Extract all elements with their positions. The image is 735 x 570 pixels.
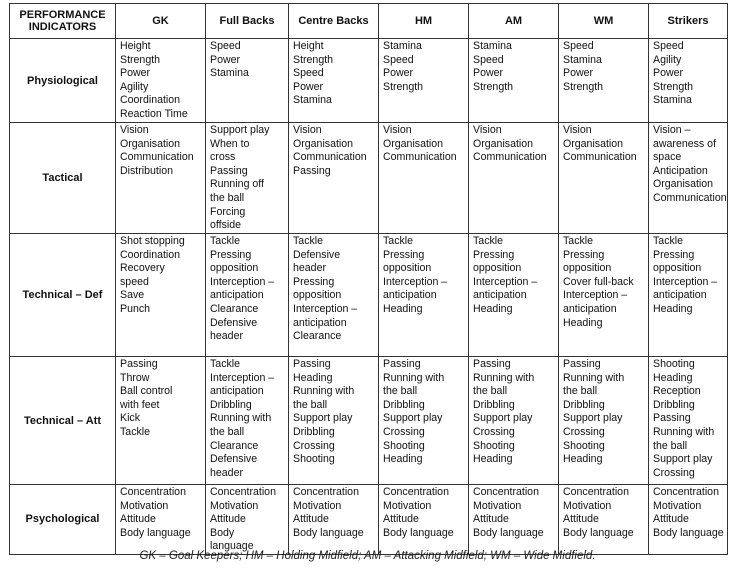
table-cell: Tackle Pressing opposition Interception – anticipation Heading (379, 234, 469, 357)
table-cell: Vision Organisation Communication (469, 123, 559, 234)
table-cell: Vision Organisation Communication (559, 123, 649, 234)
table-cell: Tackle Pressing opposition Interception – anticipation Clearance Defensive header (206, 234, 289, 357)
table-cell: Speed Agility Power Strength Stamina (649, 39, 728, 123)
table-cell: Height Strength Power Agility Coordination Reaction Time (116, 39, 206, 123)
table-cell: Tackle Interception – anticipation Dribbling Running with the ball Clearance Defensive header (206, 357, 289, 485)
table-cell: Vision Organisation Communication (379, 123, 469, 234)
header-am: AM (469, 4, 559, 39)
table-cell: Shooting Heading Reception Dribbling Passing Running with the ball Support play Crossing (649, 357, 728, 485)
table-cell: Vision Organisation Communication Passing (289, 123, 379, 234)
table-cell: Height Strength Speed Power Stamina (289, 39, 379, 123)
performance-indicators-table (9, 3, 728, 555)
table-cell: Support play When to cross Passing Running off the ball Forcing offside (206, 123, 289, 234)
table-cell: Stamina Speed Power Strength (379, 39, 469, 123)
table-cell: Passing Running with the ball Dribbling Support play Crossing Shooting Heading (379, 357, 469, 485)
table-cell: Vision – awareness of space Anticipation Organisation Communication (649, 123, 728, 234)
table-cell: Tackle Pressing opposition Interception – anticipation Heading (469, 234, 559, 357)
table-cell: Passing Running with the ball Dribbling Support play Crossing Shooting Heading (559, 357, 649, 485)
table-cell: Stamina Speed Power Strength (469, 39, 559, 123)
row-tactical (10, 123, 728, 234)
row-psychological (10, 485, 728, 555)
table-cell: Tackle Defensive header Pressing opposition Interception – anticipation Clearance (289, 234, 379, 357)
row-technical-att (10, 357, 728, 485)
table-cell: Speed Stamina Power Strength (559, 39, 649, 123)
table-cell: Vision Organisation Communication Distribution (116, 123, 206, 234)
header-full-backs: Full Backs (206, 4, 289, 39)
table-cell: Passing Running with the ball Dribbling Support play Crossing Shooting Heading (469, 357, 559, 485)
table-cell: Concentration Motivation Attitude Body language (116, 485, 206, 555)
table-cell: Concentration Motivation Attitude Body language (649, 485, 728, 555)
table-cell: Concentration Motivation Attitude Body language (206, 485, 289, 555)
header-wm: WM (559, 4, 649, 39)
header-strikers: Strikers (649, 4, 728, 39)
header-hm: HM (379, 4, 469, 39)
table-cell: Concentration Motivation Attitude Body language (559, 485, 649, 555)
header-gk: GK (116, 4, 206, 39)
row-physiological (10, 39, 728, 123)
table-cell: Concentration Motivation Attitude Body language (289, 485, 379, 555)
row-technical-def (10, 234, 728, 357)
table-cell: Tackle Pressing opposition Interception – anticipation Heading (649, 234, 728, 357)
table-cell: Concentration Motivation Attitude Body language (469, 485, 559, 555)
table-cell: Speed Power Stamina (206, 39, 289, 123)
header-row (10, 4, 728, 39)
row-label-technical-def: Technical – Def (10, 234, 116, 357)
row-label-tactical: Tactical (10, 123, 116, 234)
table-cell: Passing Heading Running with the ball Support play Dribbling Crossing Shooting (289, 357, 379, 485)
header-centre-backs: Centre Backs (289, 4, 379, 39)
row-label-psychological: Psychological (10, 485, 116, 555)
table-caption: GK – Goal Keepers; HM – Holding Midfield; AM – Attacking Midfield; WM – Wide Midfield. (139, 550, 596, 562)
table-cell: Shot stopping Coordination Recovery speed Save Punch (116, 234, 206, 357)
table-cell: Tackle Pressing opposition Cover full-back Interception – anticipation Heading (559, 234, 649, 357)
table-cell: Concentration Motivation Attitude Body language (379, 485, 469, 555)
header-performance-indicators: PERFORMANCE INDICATORS (10, 4, 116, 39)
row-label-physiological: Physiological (10, 39, 116, 123)
table-cell: Passing Throw Ball control with feet Kick Tackle (116, 357, 206, 485)
row-label-technical-att: Technical – Att (10, 357, 116, 485)
